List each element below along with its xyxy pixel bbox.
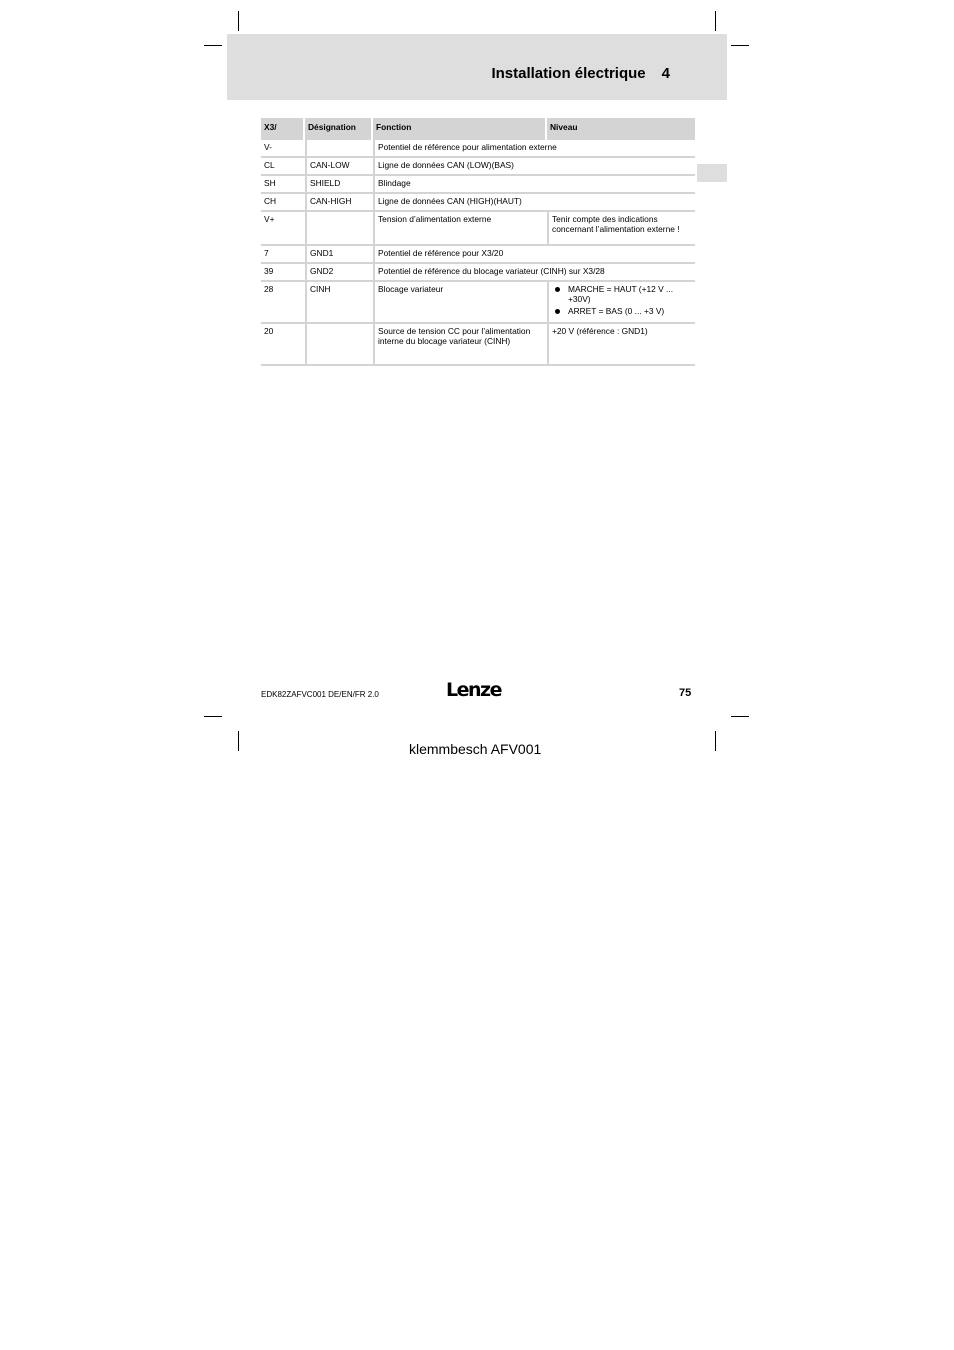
level-list bbox=[552, 284, 692, 316]
cell-function: Potentiel de référence du blocage variateur (CINH) sur X3/28 bbox=[373, 264, 695, 282]
table-row bbox=[261, 324, 695, 366]
table-row bbox=[261, 158, 695, 176]
image-caption: klemmbesch AFV001 bbox=[409, 741, 542, 757]
cell-function: Potentiel de référence pour alimentation externe bbox=[373, 140, 695, 158]
crop-mark bbox=[731, 716, 749, 717]
cell-designation bbox=[305, 324, 373, 366]
table-row bbox=[261, 212, 695, 246]
cell-designation: CINH bbox=[305, 282, 373, 324]
list-item: MARCHE = HAUT (+12 V ... +30V) bbox=[552, 284, 692, 304]
page-header bbox=[227, 34, 727, 100]
column-header-terminal: X3/ bbox=[261, 118, 305, 140]
table-header-row bbox=[261, 118, 695, 140]
table-row bbox=[261, 176, 695, 194]
cell-terminal: SH bbox=[261, 176, 305, 194]
table-row bbox=[261, 140, 695, 158]
cell-function: Potentiel de référence pour X3/20 bbox=[373, 246, 695, 264]
cell-level: Tenir compte des indications concernant l’alimentation externe ! bbox=[547, 212, 695, 246]
cell-terminal: CH bbox=[261, 194, 305, 212]
cell-terminal: V- bbox=[261, 140, 305, 158]
cell-designation: CAN-HIGH bbox=[305, 194, 373, 212]
cell-level bbox=[547, 282, 695, 324]
crop-mark bbox=[715, 11, 716, 31]
column-header-level: Niveau bbox=[547, 118, 695, 140]
table-row bbox=[261, 246, 695, 264]
table-row bbox=[261, 282, 695, 324]
terminal-table bbox=[261, 118, 695, 366]
cell-function: Blindage bbox=[373, 176, 695, 194]
section-title: Installation électrique bbox=[491, 65, 646, 82]
cell-function: Blocage variateur bbox=[373, 282, 547, 324]
cell-designation: CAN-LOW bbox=[305, 158, 373, 176]
cell-function: Source de tension CC pour l’alimentation interne du blocage variateur (CINH) bbox=[373, 324, 547, 366]
cell-designation bbox=[305, 140, 373, 158]
chapter-number: 4 bbox=[661, 65, 670, 82]
document-code: EDK82ZAFVC001 DE/EN/FR 2.0 bbox=[261, 690, 379, 699]
crop-mark bbox=[204, 45, 222, 46]
cell-function: Tension d’alimentation externe bbox=[373, 212, 547, 246]
cell-terminal: V+ bbox=[261, 212, 305, 246]
cell-level: +20 V (référence : GND1) bbox=[547, 324, 695, 366]
crop-mark bbox=[238, 11, 239, 31]
crop-mark bbox=[731, 45, 749, 46]
lenze-logo: Lenze bbox=[446, 679, 501, 701]
cell-terminal: CL bbox=[261, 158, 305, 176]
cell-designation bbox=[305, 212, 373, 246]
table-row bbox=[261, 194, 695, 212]
cell-terminal: 20 bbox=[261, 324, 305, 366]
cell-designation: GND1 bbox=[305, 246, 373, 264]
column-header-designation: Désignation bbox=[305, 118, 373, 140]
crop-mark bbox=[715, 731, 716, 751]
page-number: 75 bbox=[679, 687, 692, 699]
cell-function: Ligne de données CAN (HIGH)(HAUT) bbox=[373, 194, 695, 212]
cell-designation: GND2 bbox=[305, 264, 373, 282]
cell-designation: SHIELD bbox=[305, 176, 373, 194]
crop-mark bbox=[238, 731, 239, 751]
cell-terminal: 39 bbox=[261, 264, 305, 282]
page-title bbox=[491, 65, 670, 82]
cell-terminal: 7 bbox=[261, 246, 305, 264]
crop-mark bbox=[204, 716, 222, 717]
column-header-function: Fonction bbox=[373, 118, 547, 140]
table-row bbox=[261, 264, 695, 282]
cell-terminal: 28 bbox=[261, 282, 305, 324]
list-item: ARRET = BAS (0 ... +3 V) bbox=[552, 306, 692, 316]
side-tab-marker bbox=[697, 164, 727, 182]
cell-function: Ligne de données CAN (LOW)(BAS) bbox=[373, 158, 695, 176]
